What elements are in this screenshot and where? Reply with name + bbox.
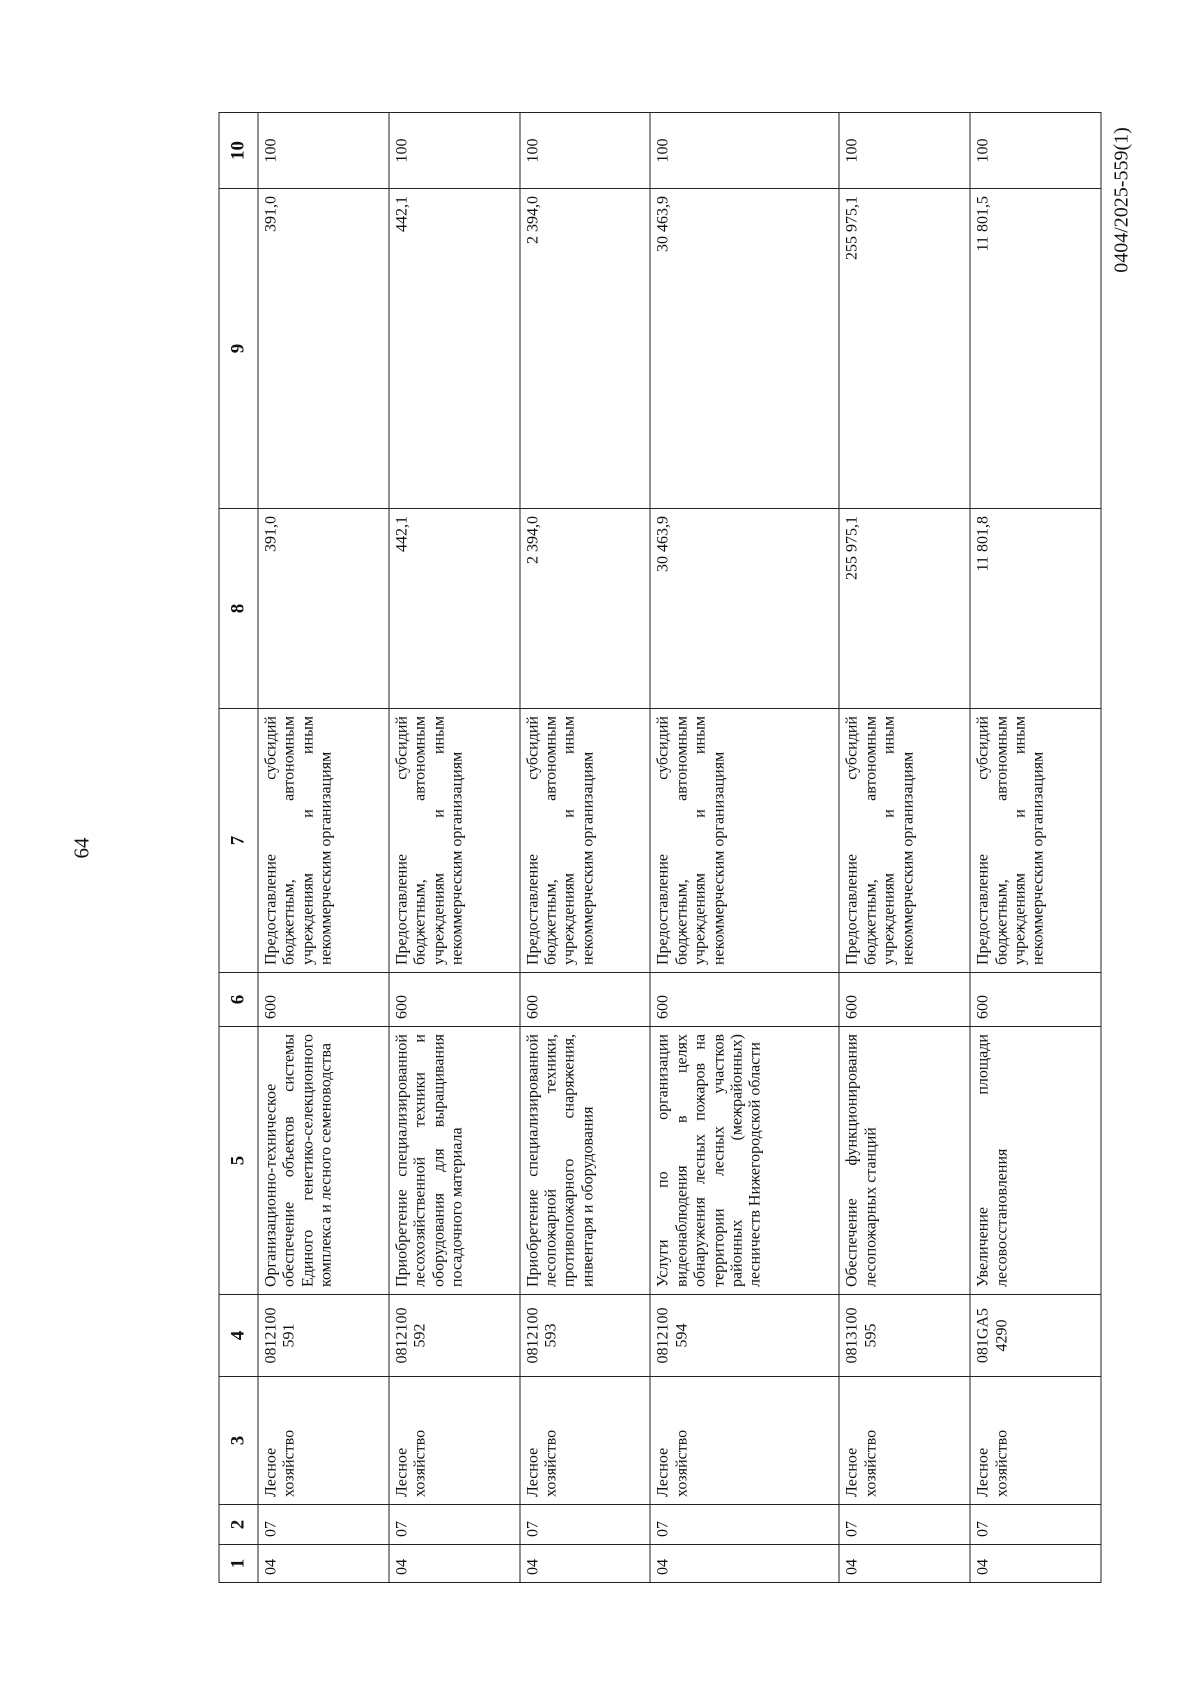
cell-executed: 255 975,1	[839, 189, 970, 509]
header-col-10: 10	[219, 113, 258, 189]
cell-expense-name: Предоставление субсидий бюджетным, автономным учреждениям и иным некоммерческим организациям	[970, 709, 1101, 973]
cell-expense-code: 600	[520, 973, 651, 1027]
cell-subsection: 07	[650, 1505, 839, 1545]
cell-percent: 100	[970, 113, 1101, 189]
table-row	[258, 113, 389, 1583]
header-row	[219, 113, 258, 1583]
header-col-3: 3	[219, 1377, 258, 1505]
cell-target-code: 0812100 593	[520, 1295, 651, 1377]
cell-target-name: Приобретение специализированной лесопожарной техники, противопожарного снаряжения, инвентаря и оборудования	[520, 1027, 651, 1295]
cell-percent: 100	[520, 113, 651, 189]
cell-section: 04	[389, 1545, 520, 1583]
cell-target-code: 0813100 595	[839, 1295, 970, 1377]
table-row	[839, 113, 970, 1583]
cell-percent: 100	[389, 113, 520, 189]
cell-expense-code: 600	[650, 973, 839, 1027]
cell-executed: 391,0	[258, 189, 389, 509]
cell-executed: 2 394,0	[520, 189, 651, 509]
cell-target-code: 081GA5 4290	[970, 1295, 1101, 1377]
cell-section: 04	[970, 1545, 1101, 1583]
document-code: 0404/2025-559(1)	[1110, 127, 1133, 273]
cell-expense-code: 600	[389, 973, 520, 1027]
cell-section: 04	[650, 1545, 839, 1583]
table-row	[650, 113, 839, 1583]
header-col-9: 9	[219, 189, 258, 509]
header-col-6: 6	[219, 973, 258, 1027]
table-body	[258, 113, 1101, 1583]
cell-subsection: 07	[258, 1505, 389, 1545]
cell-target-name: Обеспечение функционирования лесопожарных станций	[839, 1027, 970, 1295]
cell-subsection: 07	[839, 1505, 970, 1545]
cell-subsection: 07	[520, 1505, 651, 1545]
cell-planned: 255 975,1	[839, 509, 970, 709]
header-col-7: 7	[219, 709, 258, 973]
cell-target-name: Организационно-техническое обеспечение объектов системы Единого генетико-селекционного комплекса и лесного семеноводства	[258, 1027, 389, 1295]
cell-subsection: 07	[389, 1505, 520, 1545]
header-col-8: 8	[219, 509, 258, 709]
cell-section-name: Лесное хозяйство	[389, 1377, 520, 1505]
table-row	[970, 113, 1101, 1583]
cell-planned: 391,0	[258, 509, 389, 709]
cell-expense-code: 600	[970, 973, 1101, 1027]
cell-section-name: Лесное хозяйство	[520, 1377, 651, 1505]
header-col-2: 2	[219, 1505, 258, 1545]
cell-expense-name: Предоставление субсидий бюджетным, автономным учреждениям и иным некоммерческим организациям	[839, 709, 970, 973]
cell-target-name: Услуги по организации видеонаблюдения в целях обнаружения лесных пожаров на территории лесных участков районных (межрайонных) лесничеств Нижегородской области	[650, 1027, 839, 1295]
cell-planned: 2 394,0	[520, 509, 651, 709]
cell-section: 04	[839, 1545, 970, 1583]
cell-section-name: Лесное хозяйство	[839, 1377, 970, 1505]
cell-section-name: Лесное хозяйство	[258, 1377, 389, 1505]
cell-executed: 30 463,9	[650, 189, 839, 509]
cell-percent: 100	[839, 113, 970, 189]
cell-section-name: Лесное хозяйство	[650, 1377, 839, 1505]
cell-executed: 11 801,5	[970, 189, 1101, 509]
cell-expense-name: Предоставление субсидий бюджетным, автономным учреждениям и иным некоммерческим организациям	[258, 709, 389, 973]
table-row	[389, 113, 520, 1583]
cell-planned: 11 801,8	[970, 509, 1101, 709]
budget-table	[219, 112, 1102, 1583]
cell-section: 04	[258, 1545, 389, 1583]
header-col-1: 1	[219, 1545, 258, 1583]
cell-expense-name: Предоставление субсидий бюджетным, автономным учреждениям и иным некоммерческим организациям	[520, 709, 651, 973]
table-rotation-wrapper	[219, 113, 1102, 1583]
cell-expense-name: Предоставление субсидий бюджетным, автономным учреждениям и иным некоммерческим организациям	[650, 709, 839, 973]
header-col-4: 4	[219, 1295, 258, 1377]
header-col-5: 5	[219, 1027, 258, 1295]
cell-executed: 442,1	[389, 189, 520, 509]
cell-expense-code: 600	[258, 973, 389, 1027]
page-number: 64	[69, 837, 94, 859]
cell-target-code: 0812100 591	[258, 1295, 389, 1377]
cell-percent: 100	[650, 113, 839, 189]
cell-subsection: 07	[970, 1505, 1101, 1545]
cell-section: 04	[520, 1545, 651, 1583]
cell-expense-code: 600	[839, 973, 970, 1027]
cell-section-name: Лесное хозяйство	[970, 1377, 1101, 1505]
table-row	[520, 113, 651, 1583]
cell-planned: 30 463,9	[650, 509, 839, 709]
cell-percent: 100	[258, 113, 389, 189]
cell-target-name: Приобретение специализированной лесохозяйственной техники и оборудования для выращивания посадочного материала	[389, 1027, 520, 1295]
table-header	[219, 113, 258, 1583]
cell-expense-name: Предоставление субсидий бюджетным, автономным учреждениям и иным некоммерческим организациям	[389, 709, 520, 973]
cell-target-code: 0812100 594	[650, 1295, 839, 1377]
cell-planned: 442,1	[389, 509, 520, 709]
cell-target-name: Увеличение площади лесовосстановления	[970, 1027, 1101, 1295]
cell-target-code: 0812100 592	[389, 1295, 520, 1377]
